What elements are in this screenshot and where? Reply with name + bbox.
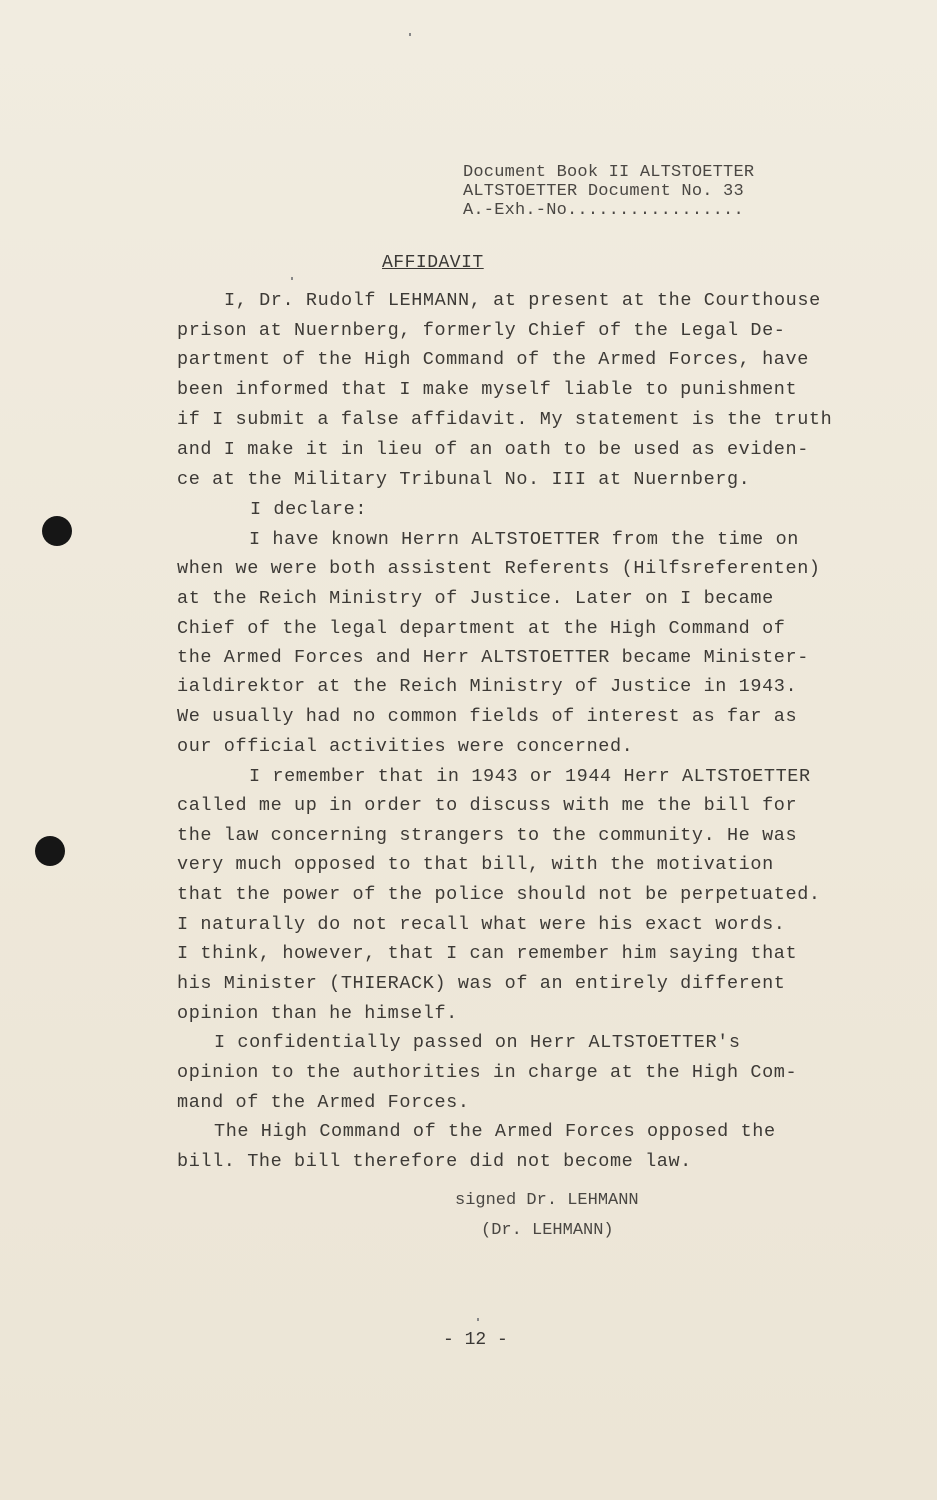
punch-hole <box>35 836 65 866</box>
paper-speck <box>409 33 411 36</box>
body-line: I declare: <box>250 499 368 520</box>
body-line: I confidentially passed on Herr ALTSTOETTER's <box>214 1032 741 1053</box>
body-line: I have known Herrn ALTSTOETTER from the time on <box>249 529 799 550</box>
body-line: the Armed Forces and Herr ALTSTOETTER became Minister- <box>177 647 809 668</box>
body-line: mand of the Armed Forces. <box>177 1092 470 1113</box>
body-line: bill. The bill therefore did not become law. <box>177 1151 692 1172</box>
body-line: I naturally do not recall what were his exact words. <box>177 914 786 935</box>
body-line: We usually had no common fields of interest as far as <box>177 706 798 727</box>
body-line: our official activities were concerned. <box>177 736 634 757</box>
doc-ref-line-2: ALTSTOETTER Document No. 33 <box>463 182 744 201</box>
body-line: the law concerning strangers to the community. He was <box>177 825 798 846</box>
body-line: been informed that I make myself liable to punishment <box>177 379 798 400</box>
body-line: I think, however, that I can remember him saying that <box>177 943 798 964</box>
document-reference <box>463 163 754 220</box>
signature-name: (Dr. LEHMANN) <box>481 1221 614 1240</box>
body-line: I, Dr. Rudolf LEHMANN, at present at the Courthouse <box>224 290 821 311</box>
doc-ref-line-3: A.-Exh.-No................. <box>463 201 744 220</box>
punch-hole <box>42 516 72 546</box>
body-line: called me up in order to discuss with me the bill for <box>177 795 798 816</box>
body-line: that the power of the police should not be perpetuated. <box>177 884 821 905</box>
signature-line: signed Dr. LEHMANN <box>455 1191 639 1210</box>
body-line: ce at the Military Tribunal No. III at Nuernberg. <box>177 469 751 490</box>
body-line: prison at Nuernberg, formerly Chief of the Legal De- <box>177 320 786 341</box>
body-line: his Minister (THIERACK) was of an entirely different <box>177 973 786 994</box>
body-line: opinion than he himself. <box>177 1003 458 1024</box>
doc-ref-line-1: Document Book II ALTSTOETTER <box>463 163 755 182</box>
paper-speck <box>291 277 293 280</box>
page-number: - 12 - <box>443 1330 508 1350</box>
body-line: when we were both assistent Referents (Hilfsreferenten) <box>177 558 821 579</box>
body-line: ialdirektor at the Reich Ministry of Justice in 1943. <box>177 676 798 697</box>
body-line: very much opposed to that bill, with the motivation <box>177 854 774 875</box>
body-line: partment of the High Command of the Armed Forces, have <box>177 349 809 370</box>
body-line: The High Command of the Armed Forces opposed the <box>214 1121 776 1142</box>
body-line: Chief of the legal department at the High Command of <box>177 618 786 639</box>
paper-speck <box>477 1318 479 1321</box>
body-line: opinion to the authorities in charge at the High Com- <box>177 1062 798 1083</box>
affidavit-title: AFFIDAVIT <box>382 253 484 273</box>
body-line: at the Reich Ministry of Justice. Later on I became <box>177 588 774 609</box>
body-line: if I submit a false affidavit. My statement is the truth <box>177 409 833 430</box>
body-line: and I make it in lieu of an oath to be used as eviden- <box>177 439 809 460</box>
body-line: I remember that in 1943 or 1944 Herr ALTSTOETTER <box>249 766 811 787</box>
